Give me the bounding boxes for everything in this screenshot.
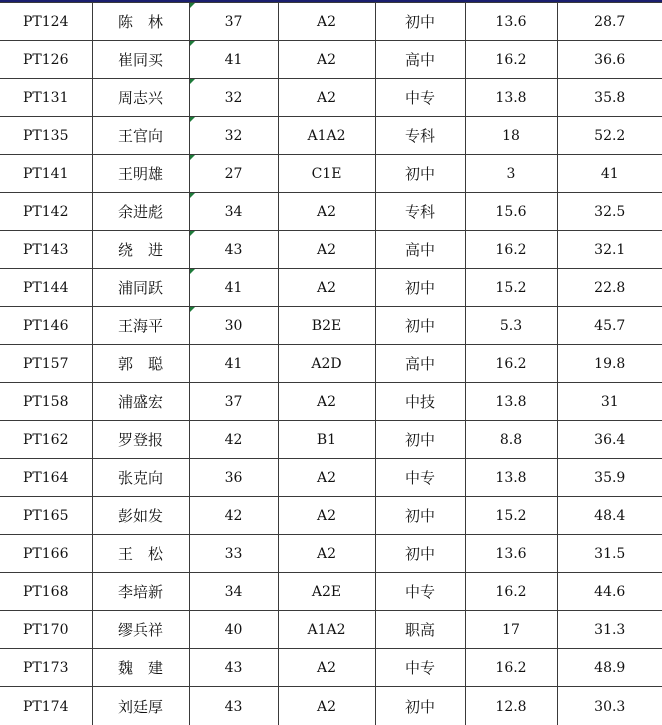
cell-value-2[interactable]: 44.6	[557, 573, 662, 611]
cell-age[interactable]: 41	[189, 41, 278, 79]
cell-name[interactable]: 缪兵祥	[92, 611, 189, 649]
cell-value-1[interactable]: 15.2	[465, 269, 557, 307]
cell-license[interactable]: A2	[278, 497, 375, 535]
cell-license[interactable]: A2	[278, 41, 375, 79]
cell-age[interactable]: 43	[189, 687, 278, 725]
cell-name[interactable]: 王海平	[92, 307, 189, 345]
cell-id[interactable]: PT166	[0, 535, 92, 573]
cell-license[interactable]: B1	[278, 421, 375, 459]
cell-education[interactable]: 职高	[375, 611, 465, 649]
cell-value-2[interactable]: 36.4	[557, 421, 662, 459]
cell-age[interactable]: 32	[189, 117, 278, 155]
table-row	[0, 421, 662, 459]
cell-education[interactable]: 高中	[375, 41, 465, 79]
table-row	[0, 459, 662, 497]
cell-value-2[interactable]: 31.3	[557, 611, 662, 649]
table-row	[0, 41, 662, 79]
cell-value-1[interactable]: 12.8	[465, 687, 557, 725]
cell-age[interactable]: 30	[189, 307, 278, 345]
cell-value-1[interactable]: 5.3	[465, 307, 557, 345]
cell-age[interactable]: 37	[189, 383, 278, 421]
cell-value-2[interactable]: 35.9	[557, 459, 662, 497]
cell-value-1[interactable]: 13.6	[465, 535, 557, 573]
cell-id[interactable]: PT174	[0, 687, 92, 725]
cell-license[interactable]: A1A2	[278, 611, 375, 649]
cell-value-1[interactable]: 3	[465, 155, 557, 193]
cell-education[interactable]: 中专	[375, 79, 465, 117]
cell-name[interactable]: 王官向	[92, 117, 189, 155]
table-row	[0, 497, 662, 535]
cell-value-2[interactable]: 32.5	[557, 193, 662, 231]
table-row	[0, 269, 662, 307]
table-row	[0, 79, 662, 117]
cell-id[interactable]: PT126	[0, 41, 92, 79]
cell-education[interactable]: 初中	[375, 421, 465, 459]
table-row	[0, 687, 662, 725]
cell-age[interactable]: 41	[189, 269, 278, 307]
table-row	[0, 231, 662, 269]
cell-value-2[interactable]: 31.5	[557, 535, 662, 573]
cell-value-1[interactable]: 13.8	[465, 79, 557, 117]
cell-id[interactable]: PT168	[0, 573, 92, 611]
cell-education[interactable]: 初中	[375, 269, 465, 307]
cell-id[interactable]: PT165	[0, 497, 92, 535]
cell-name[interactable]: 张克向	[92, 459, 189, 497]
cell-age[interactable]: 34	[189, 573, 278, 611]
cell-id[interactable]: PT141	[0, 155, 92, 193]
cell-value-2[interactable]: 52.2	[557, 117, 662, 155]
cell-license[interactable]: A2E	[278, 573, 375, 611]
cell-name[interactable]: 王 松	[92, 535, 189, 573]
cell-age[interactable]: 42	[189, 497, 278, 535]
cell-age[interactable]: 42	[189, 421, 278, 459]
cell-value-1[interactable]: 13.8	[465, 459, 557, 497]
cell-id[interactable]: PT146	[0, 307, 92, 345]
cell-education[interactable]: 专科	[375, 193, 465, 231]
table-row	[0, 611, 662, 649]
cell-name[interactable]: 彭如发	[92, 497, 189, 535]
cell-name[interactable]: 魏 建	[92, 649, 189, 687]
cell-value-2[interactable]: 35.8	[557, 79, 662, 117]
cell-value-1[interactable]: 16.2	[465, 231, 557, 269]
cell-education[interactable]: 初中	[375, 535, 465, 573]
cell-name[interactable]: 刘廷厚	[92, 687, 189, 725]
cell-id[interactable]: PT157	[0, 345, 92, 383]
cell-name[interactable]: 周志兴	[92, 79, 189, 117]
cell-value-1[interactable]: 16.2	[465, 345, 557, 383]
cell-license[interactable]: A1A2	[278, 117, 375, 155]
cell-education[interactable]: 初中	[375, 3, 465, 41]
cell-id[interactable]: PT158	[0, 383, 92, 421]
cell-education[interactable]: 中专	[375, 459, 465, 497]
cell-value-1[interactable]: 15.6	[465, 193, 557, 231]
cell-education[interactable]: 专科	[375, 117, 465, 155]
cell-age[interactable]: 34	[189, 193, 278, 231]
cell-name[interactable]: 余进彪	[92, 193, 189, 231]
cell-id[interactable]: PT173	[0, 649, 92, 687]
cell-value-1[interactable]: 17	[465, 611, 557, 649]
cell-name[interactable]: 王明雄	[92, 155, 189, 193]
cell-education[interactable]: 初中	[375, 497, 465, 535]
cell-license[interactable]: A2	[278, 649, 375, 687]
cell-license[interactable]: A2	[278, 459, 375, 497]
cell-education[interactable]: 初中	[375, 155, 465, 193]
cell-id[interactable]: PT131	[0, 79, 92, 117]
table-row	[0, 155, 662, 193]
cell-id[interactable]: PT164	[0, 459, 92, 497]
cell-value-2[interactable]: 19.8	[557, 345, 662, 383]
cell-education[interactable]: 初中	[375, 307, 465, 345]
cell-id[interactable]: PT135	[0, 117, 92, 155]
cell-age[interactable]: 40	[189, 611, 278, 649]
table-row	[0, 193, 662, 231]
cell-license[interactable]: C1E	[278, 155, 375, 193]
cell-license[interactable]: A2D	[278, 345, 375, 383]
cell-name[interactable]: 罗登报	[92, 421, 189, 459]
cell-name[interactable]: 李培新	[92, 573, 189, 611]
cell-id[interactable]: PT143	[0, 231, 92, 269]
cell-id[interactable]: PT162	[0, 421, 92, 459]
cell-value-2[interactable]: 31	[557, 383, 662, 421]
cell-education[interactable]: 中技	[375, 383, 465, 421]
cell-age[interactable]: 43	[189, 649, 278, 687]
cell-education[interactable]: 中专	[375, 573, 465, 611]
cell-value-1[interactable]: 16.2	[465, 41, 557, 79]
cell-value-2[interactable]: 30.3	[557, 687, 662, 725]
cell-license[interactable]: B2E	[278, 307, 375, 345]
cell-education[interactable]: 初中	[375, 687, 465, 725]
table-body	[0, 3, 662, 725]
table-row	[0, 535, 662, 573]
cell-name[interactable]: 崔同买	[92, 41, 189, 79]
cell-license[interactable]: A2	[278, 231, 375, 269]
cell-value-1[interactable]: 13.8	[465, 383, 557, 421]
cell-license[interactable]: A2	[278, 269, 375, 307]
cell-value-2[interactable]: 28.7	[557, 3, 662, 41]
cell-id[interactable]: PT144	[0, 269, 92, 307]
cell-name[interactable]: 浦同跃	[92, 269, 189, 307]
table-row	[0, 573, 662, 611]
cell-name[interactable]: 陈 林	[92, 3, 189, 41]
table-row	[0, 649, 662, 687]
table-row	[0, 3, 662, 41]
cell-value-2[interactable]: 41	[557, 155, 662, 193]
cell-name[interactable]: 绕 进	[92, 231, 189, 269]
cell-age[interactable]: 27	[189, 155, 278, 193]
data-table	[0, 2, 662, 725]
cell-value-1[interactable]: 13.6	[465, 3, 557, 41]
cell-value-2[interactable]: 48.9	[557, 649, 662, 687]
table-row	[0, 307, 662, 345]
cell-value-2[interactable]: 22.8	[557, 269, 662, 307]
cell-value-2[interactable]: 48.4	[557, 497, 662, 535]
cell-age[interactable]: 41	[189, 345, 278, 383]
cell-age[interactable]: 32	[189, 79, 278, 117]
cell-name[interactable]: 郭 聪	[92, 345, 189, 383]
cell-value-1[interactable]: 15.2	[465, 497, 557, 535]
cell-value-1[interactable]: 18	[465, 117, 557, 155]
cell-license[interactable]: A2	[278, 383, 375, 421]
cell-id[interactable]: PT124	[0, 3, 92, 41]
cell-age[interactable]: 37	[189, 3, 278, 41]
cell-education[interactable]: 中专	[375, 649, 465, 687]
table-row	[0, 345, 662, 383]
cell-value-1[interactable]: 8.8	[465, 421, 557, 459]
cell-value-1[interactable]: 16.2	[465, 573, 557, 611]
cell-value-1[interactable]: 16.2	[465, 649, 557, 687]
cell-license[interactable]: A2	[278, 687, 375, 725]
cell-name[interactable]: 浦盛宏	[92, 383, 189, 421]
cell-id[interactable]: PT142	[0, 193, 92, 231]
cell-age[interactable]: 43	[189, 231, 278, 269]
cell-age[interactable]: 36	[189, 459, 278, 497]
cell-value-2[interactable]: 32.1	[557, 231, 662, 269]
cell-license[interactable]: A2	[278, 193, 375, 231]
cell-license[interactable]: A2	[278, 79, 375, 117]
cell-age[interactable]: 33	[189, 535, 278, 573]
table-row	[0, 117, 662, 155]
cell-value-2[interactable]: 36.6	[557, 41, 662, 79]
cell-education[interactable]: 高中	[375, 345, 465, 383]
cell-license[interactable]: A2	[278, 535, 375, 573]
cell-id[interactable]: PT170	[0, 611, 92, 649]
cell-value-2[interactable]: 45.7	[557, 307, 662, 345]
cell-education[interactable]: 高中	[375, 231, 465, 269]
table-row	[0, 383, 662, 421]
cell-license[interactable]: A2	[278, 3, 375, 41]
